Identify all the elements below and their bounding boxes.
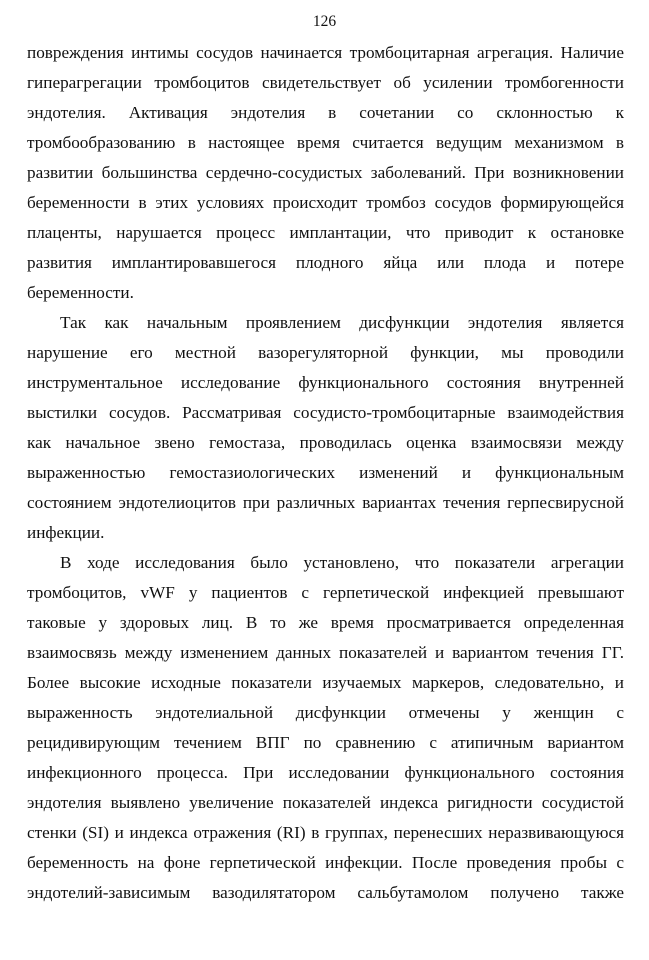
- text-line: как начальное звено гемостаза, проводилась оценка взаимосвязи между: [27, 433, 624, 452]
- text-line: беременность на фоне герпетической инфекции. После проведения пробы с: [27, 853, 624, 872]
- text-line: Более высокие исходные показатели изучаемых маркеров, следовательно, и: [27, 673, 624, 692]
- text-line: состоянием эндотелиоцитов при различных вариантах течения герпесвирусной: [27, 493, 624, 512]
- text-line: В ходе исследования было установлено, что показатели агрегации: [60, 553, 624, 572]
- text-line: таковые у здоровых лиц. В то же время просматривается определенная: [27, 613, 624, 632]
- text-line: беременности в этих условиях происходит тромбоз сосудов формирующейся: [27, 193, 624, 212]
- text-line: выраженностью гемостазиологических изменений и функциональным: [27, 463, 624, 482]
- text-line: выстилки сосудов. Рассматривая сосудисто-тромбоцитарные взаимодействия: [27, 403, 624, 422]
- text-line: тромбообразованию в настоящее время считается ведущим механизмом в: [27, 133, 624, 152]
- text-line: нарушение его местной вазорегуляторной функции, мы проводили: [27, 343, 624, 362]
- text-line: инструментальное исследование функционального состояния внутренней: [27, 373, 624, 392]
- paragraph: [27, 308, 624, 548]
- text-line: выраженность эндотелиальной дисфункции отмечены у женщин с: [27, 703, 624, 722]
- text-line: эндотелия выявлено увеличение показателей индекса ригидности сосудистой: [27, 793, 624, 812]
- text-line: тромбоцитов, vWF у пациентов с герпетической инфекцией превышают: [27, 583, 624, 602]
- text-line: Так как начальным проявлением дисфункции эндотелия является: [60, 313, 624, 332]
- text-line: беременности.: [27, 283, 134, 302]
- text-line: рецидивирующим течением ВПГ по сравнению с атипичным вариантом: [27, 733, 624, 752]
- page-number: 126: [312, 13, 337, 30]
- text-line: плаценты, нарушается процесс имплантации, что приводит к остановке: [27, 223, 624, 242]
- text-line: инфекции.: [27, 523, 105, 542]
- document-body: [27, 38, 624, 908]
- text-line: повреждения интимы сосудов начинается тромбоцитарная агрегация. Наличие: [27, 43, 624, 62]
- text-line: инфекционного процесса. При исследовании функционального состояния: [27, 763, 624, 782]
- text-line: развития имплантировавшегося плодного яйца или плода и потере: [27, 253, 624, 272]
- text-line: развитии большинства сердечно-сосудистых заболеваний. При возникновении: [27, 163, 624, 182]
- paragraph: [27, 548, 624, 908]
- text-line: взаимосвязь между изменением данных показателей и вариантом течения ГГ.: [27, 643, 624, 662]
- text-line: гиперагрегации тромбоцитов свидетельствует об усилении тромбогенности: [27, 73, 624, 92]
- text-line: стенки (SI) и индекса отражения (RI) в группах, перенесших неразвивающуюся: [27, 823, 624, 842]
- text-line: эндотелий-зависимым вазодилятатором сальбутамолом получено также: [27, 883, 624, 902]
- paragraph: [27, 38, 624, 308]
- text-line: эндотелия. Активация эндотелия в сочетании со склонностью к: [27, 103, 624, 122]
